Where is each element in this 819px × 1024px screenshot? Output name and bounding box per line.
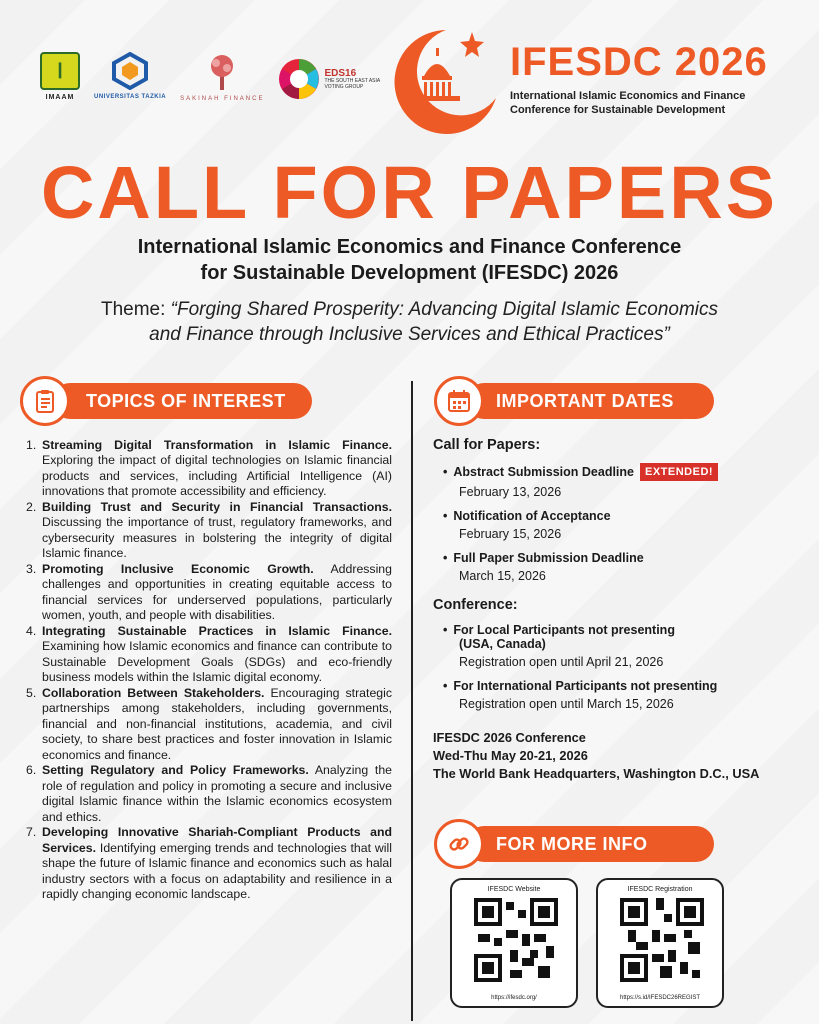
date-label: • Abstract Submission Deadline	[453, 465, 634, 479]
theme-prefix: Theme:	[100, 299, 171, 320]
imaam-logo: ا IMAAM	[40, 52, 80, 101]
dates-header-label: IMPORTANT DATES	[496, 390, 674, 411]
important-dates	[433, 437, 803, 783]
sakinah-logo	[180, 52, 264, 102]
qr-title: IFESDC Website	[487, 886, 541, 893]
capitol-crescent-logo-icon	[384, 26, 502, 134]
topic-text: Exploring the impact of digital technologies on Islamic financial products and services, including Artificial Intelligence (AI) innovations that promote accessibility and efficiency.	[42, 453, 392, 499]
call-for-papers-heading: Call for Papers:	[433, 437, 541, 453]
brand-subtitle-line2: Conference for Sustainable Development	[510, 104, 726, 116]
qr-code-icon[interactable]	[474, 898, 558, 982]
date-value: Registration open until April 21, 2026	[459, 655, 664, 669]
topic-title: Promoting Inclusive Economic Growth.	[42, 561, 314, 576]
eds-logo	[278, 58, 394, 100]
partner-logos	[40, 52, 394, 102]
brand-subtitle-line1: International Islamic Economics and Finance	[510, 90, 746, 103]
topic-text: Discussing the importance of trust, regulatory frameworks, and cybersecurity measures in bolstering the integrity of digital Islamic finance.	[42, 515, 392, 561]
call-for-papers-headline: CALL FOR PAPERS	[40, 151, 779, 234]
list-item: 5. Collaboration Between Stakeholders. Encouraging strategic partnerships among stakeholders, including governments, financial and non-financial institutions, academia, and civil society, to share best practices and foster innovation in Islamic economics and finance.	[26, 685, 392, 762]
topic-title: Developing Innovative Shariah-Compliant Products and Services.	[42, 825, 392, 855]
eds-title: EDS16	[324, 68, 357, 79]
imaam-caption: IMAAM	[45, 94, 75, 101]
topics-list	[26, 438, 392, 903]
conference-info-line2: Wed-Thu May 20-21, 2026	[433, 747, 588, 763]
extended-badge: EXTENDED!	[640, 463, 718, 481]
date-label: • For International Participants not presenting	[453, 679, 718, 693]
list-item: 2. Building Trust and Security in Financial Transactions. Discussing the importance of trust, regulatory frameworks, and cybersecurity measures in bolstering the integrity of digital Islamic finance.	[26, 499, 392, 561]
topic-title: Setting Regulatory and Policy Frameworks.	[42, 763, 309, 778]
conference-title-line1: International Islamic Economics and Finance Conference	[137, 236, 682, 258]
topic-title: Building Trust and Security in Financial Transactions.	[42, 499, 392, 514]
date-item	[443, 509, 803, 541]
conference-info-line1: IFESDC 2026 Conference	[433, 730, 586, 745]
date-value: February 13, 2026	[459, 485, 562, 499]
topic-title: Collaboration Between Stakeholders.	[42, 685, 265, 700]
eds-subtitle: THE SOUTH EAST ASIA VOTING GROUP	[324, 78, 380, 90]
date-item	[443, 623, 803, 669]
brand-title: IFESDC 2026	[510, 40, 768, 85]
calendar-icon	[434, 376, 484, 426]
column-divider	[411, 381, 413, 1021]
date-item	[443, 551, 803, 583]
conference-brand	[384, 26, 768, 134]
theme-line1: “Forging Shared Prosperity: Advancing Digital Islamic Economics	[170, 299, 719, 320]
qr-link[interactable]: https://ifesdc.org/	[491, 995, 537, 1001]
qr-link[interactable]: https://s.id/IFESDC26REGIST	[619, 995, 701, 1001]
topic-text: Identifying emerging trends and technologies that will shape the future of Islamic finance and economics such as halal industry sectors with a focus on adaptability and resilience in a rapidly changing economic landscape.	[42, 840, 392, 902]
clipboard-icon	[20, 376, 70, 426]
tazkia-caption: UNIVERSITAS TAZKIA	[94, 94, 167, 100]
topic-title: Streaming Digital Transformation in Islamic Finance.	[42, 438, 392, 452]
list-item: 7. Developing Innovative Shariah-Compliant Products and Services. Identifying emerging trends and technologies that will shape the future of Islamic finance and economics such as halal industry sectors with a focus on adaptability and resilience in a rapidly changing economic landscape.	[26, 825, 392, 902]
info-header	[466, 826, 714, 862]
topic-text: Analyzing the role of regulation and policy in promoting a secure and inclusive digital Islamic finance within the Islamic economics ecosystem and ethics.	[42, 763, 392, 824]
qr-code-icon[interactable]	[620, 898, 704, 982]
info-header-label: FOR MORE INFO	[496, 833, 648, 854]
list-item: 4. Integrating Sustainable Practices in Islamic Finance. Examining how Islamic economics and finance can contribute to Sustainable Development Goals (SDGs) and eco-friendly business models within the Islamic digital economy.	[26, 623, 392, 685]
date-label: • For Local Participants not presenting	[453, 623, 675, 637]
topic-text: Examining how Islamic economics and finance can contribute to Sustainable Development Goals (SDGs) and eco-friendly business models within the Islamic digital economy.	[42, 639, 392, 685]
qr-card-registration[interactable]	[596, 878, 724, 1008]
date-item	[443, 679, 803, 711]
theme-line2: and Finance through Inclusive Services and Ethical Practices”	[149, 323, 670, 345]
conference-heading: Conference:	[433, 597, 518, 613]
list-item: 1. Streaming Digital Transformation in Islamic Finance. Exploring the impact of digital technologies on Islamic financial products and services, including Artificial Intelligence (AI) innovations that promote accessibility and efficiency.	[26, 438, 392, 499]
link-icon	[434, 819, 484, 869]
date-value: March 15, 2026	[459, 569, 546, 583]
conference-title-line2: for Sustainable Development (IFESDC) 2026	[200, 262, 619, 284]
date-label: • Notification of Acceptance	[453, 509, 611, 523]
date-item	[443, 463, 803, 499]
list-item: 3. Promoting Inclusive Economic Growth. Addressing challenges and opportunities in creating equitable access to financial services for underserved populations, particularly women, youth, and people with disabilities.	[26, 561, 392, 623]
qr-title: IFESDC Registration	[627, 886, 693, 893]
theme	[0, 298, 819, 347]
list-item: 6. Setting Regulatory and Policy Frameworks. Analyzing the role of regulation and policy in promoting a secure and inclusive digital Islamic finance within the Islamic economics ecosystem and ethics.	[26, 763, 392, 824]
date-label: • Full Paper Submission Deadline	[453, 551, 644, 565]
sakinah-caption: SAKINAH FINANCE	[180, 96, 265, 102]
qr-card-website[interactable]	[450, 878, 578, 1008]
topics-header-label: TOPICS OF INTEREST	[86, 390, 286, 411]
topic-text: Encouraging strategic partnerships among stakeholders, including governments, financial and non-financial institutions, academia, and civil society, to share best practices and foster innovation in Islamic economics and finance.	[42, 685, 392, 762]
sdg-wheel-icon	[278, 58, 320, 100]
conference-info-line3: The World Bank Headquarters, Washington D.C., USA	[433, 765, 760, 781]
conference-info	[433, 729, 803, 783]
topics-header	[52, 383, 312, 419]
date-label-2: (USA, Canada)	[459, 637, 546, 651]
conference-title	[0, 234, 819, 286]
dates-header	[466, 383, 714, 419]
topic-title: Integrating Sustainable Practices in Islamic Finance.	[42, 623, 392, 638]
topic-text: Addressing challenges and opportunities in creating equitable access to financial services for underserved populations, particularly women, youth, and people with disabilities.	[42, 561, 392, 623]
tazkia-logo	[94, 52, 166, 100]
date-value: Registration open until March 15, 2026	[459, 697, 674, 711]
date-value: February 15, 2026	[459, 527, 562, 541]
